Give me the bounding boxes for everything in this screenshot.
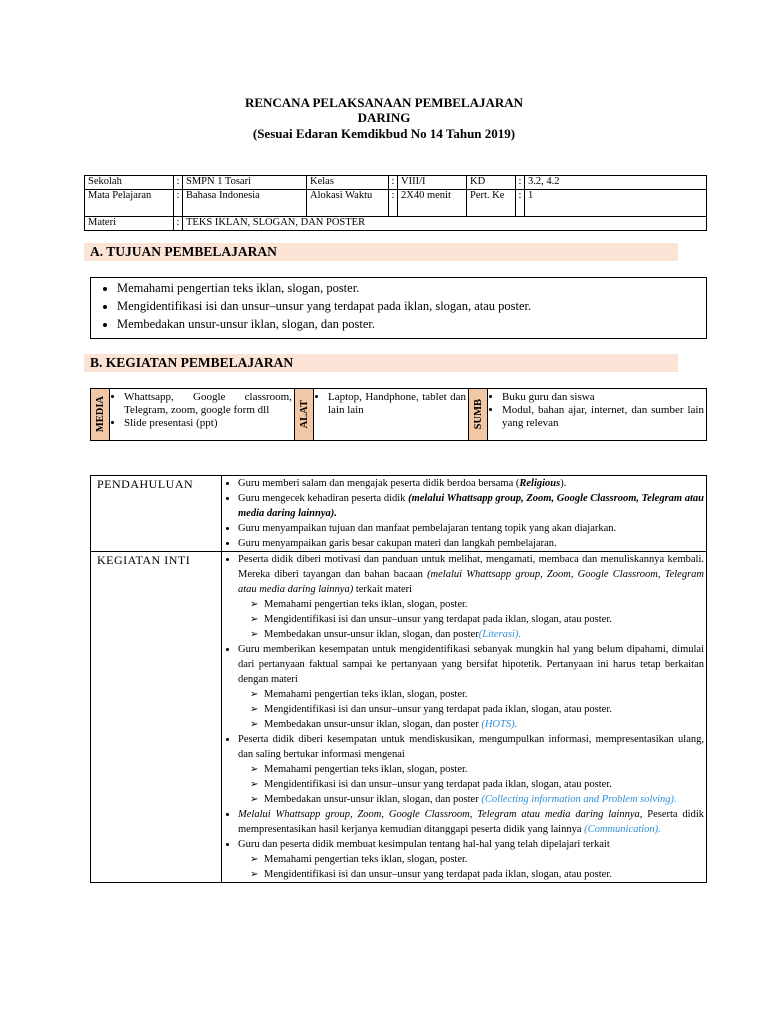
text: Guru dan peserta didik membuat kesimpulan tentang hal-hal yang telah dipelajari terkait bbox=[238, 839, 610, 850]
alat-label-cell bbox=[295, 389, 314, 441]
sub-item: ➢ Memahami pengertian teks iklan, slogan, poster. bbox=[250, 762, 704, 777]
sub-item: ➢ Memahami pengertian teks iklan, slogan, poster. bbox=[250, 597, 704, 612]
colon: : bbox=[174, 217, 183, 231]
list-item: • Buku guru dan siswa bbox=[502, 391, 704, 404]
mapel-label: Mata Pelajaran bbox=[85, 190, 174, 217]
sub-item: ➢ Mengidentifikasi isi dan unsur–unsur yang terdapat pada iklan, slogan, atau poster. bbox=[250, 702, 704, 717]
text: Guru mengecek kehadiran peserta didik bbox=[238, 493, 409, 504]
doc-title-line3: (Sesuai Edaran Kemdikbud No 14 Tahun 2019) bbox=[252, 126, 516, 141]
text: (melalui Whattsapp group, Zoom, Google Classroom, Telegram atau media daring lainnya). bbox=[238, 493, 704, 519]
sekolah-value: SMPN 1 Tosari bbox=[183, 176, 307, 190]
alokasi-value: 2X40 menit bbox=[398, 190, 467, 217]
list-item: • Laptop, Handphone, tablet dan lain lain bbox=[328, 391, 466, 417]
colon: : bbox=[516, 176, 525, 190]
alat-cell bbox=[314, 389, 469, 441]
materi-label: Materi bbox=[85, 217, 174, 231]
text: (melalui Whattsapp group, Zoom, Google Classroom, Telegram atau media daring lainnya) bbox=[238, 569, 705, 595]
text: terkait materi bbox=[353, 584, 413, 595]
materi-value: TEKS IKLAN, SLOGAN, DAN POSTER bbox=[183, 217, 707, 231]
text: ). bbox=[560, 478, 567, 489]
list-item bbox=[238, 642, 704, 732]
sub-item: ➢ Mengidentifikasi isi dan unsur–unsur yang terdapat pada iklan, slogan, atau poster. bbox=[250, 777, 704, 792]
text: Membedakan unsur-unsur iklan, slogan, dan poster bbox=[264, 794, 482, 805]
text: Peserta didik diberi kesempatan untuk mendiskusikan, mengumpulkan informasi, mempresentasikan ulang, dan saling bertukar informasi mengenai bbox=[238, 734, 704, 760]
colon: : bbox=[174, 176, 183, 190]
list-item: • Memahami pengertian teks iklan, slogan, poster. bbox=[117, 279, 706, 297]
kelas-value: VIII/I bbox=[398, 176, 467, 190]
text: (HOTS). bbox=[481, 719, 518, 730]
text: Membedakan unsur-unsur iklan, slogan, dan poster bbox=[264, 629, 479, 640]
text: Religious bbox=[519, 478, 561, 489]
sub-item bbox=[250, 627, 704, 642]
text: Peserta didik mempresentasikan hasil kerjanya kemudian ditanggapi peserta didik yang lainnya bbox=[238, 809, 705, 835]
mapel-value: Bahasa Indonesia bbox=[183, 190, 307, 217]
kd-label: KD bbox=[467, 176, 516, 190]
colon: : bbox=[516, 190, 525, 217]
sekolah-label: Sekolah bbox=[85, 176, 174, 190]
pert-value: 1 bbox=[525, 190, 707, 217]
list-item: • Mengidentifikasi isi dan unsur–unsur yang terdapat pada iklan, slogan, atau poster. bbox=[117, 297, 706, 315]
doc-title-line2: DARING bbox=[357, 110, 411, 125]
text: Peserta didik diberi motivasi dan panduan untuk melihat, mengamati, membaca dan menuliskannya kembali. Mereka diberi tayangan dan bahan bacaan bbox=[238, 554, 704, 580]
pendahuluan-cell bbox=[222, 476, 707, 552]
media-alat-sumber-table bbox=[90, 388, 707, 441]
list-item: • Membedakan unsur-unsur iklan, slogan, dan poster. bbox=[117, 315, 706, 333]
list-item bbox=[238, 476, 704, 491]
text: Membedakan unsur-unsur iklan, slogan, dan poster bbox=[264, 719, 482, 730]
sub-item: ➢ Memahami pengertian teks iklan, slogan, poster. bbox=[250, 852, 704, 867]
section-a-heading: A. TUJUAN PEMBELAJARAN bbox=[84, 243, 678, 261]
pendahuluan-label: PENDAHULUAN bbox=[91, 476, 222, 552]
list-item: • Guru menyampaikan garis besar cakupan materi dan langkah pembelajaran. bbox=[238, 536, 704, 551]
colon: : bbox=[389, 176, 398, 190]
list-item: • Slide presentasi (ppt) bbox=[124, 417, 292, 430]
sub-item: ➢ Mengidentifikasi isi dan unsur–unsur yang terdapat pada iklan, slogan, atau poster. bbox=[250, 867, 704, 882]
media-cell bbox=[110, 389, 295, 441]
colon: : bbox=[389, 190, 398, 217]
info-table bbox=[84, 175, 707, 231]
inti-label: KEGIATAN INTI bbox=[91, 552, 222, 883]
pert-label: Pert. Ke bbox=[467, 190, 516, 217]
alat-label: ALAT bbox=[298, 400, 310, 429]
list-item bbox=[238, 732, 704, 807]
sumb-label-cell bbox=[469, 389, 488, 441]
sub-item: ➢ Mengidentifikasi isi dan unsur–unsur yang terdapat pada iklan, slogan, atau poster. bbox=[250, 612, 704, 627]
alokasi-label: Alokasi Waktu bbox=[307, 190, 389, 217]
steps-table bbox=[90, 475, 707, 883]
list-item bbox=[238, 491, 704, 521]
sub-item bbox=[250, 792, 704, 807]
doc-title-line1: RENCANA PELAKSANAAN PEMBELAJARAN bbox=[244, 95, 524, 110]
sumb-label: SUMB bbox=[472, 399, 484, 430]
sub-item: ➢ Memahami pengertian teks iklan, slogan, poster. bbox=[250, 687, 704, 702]
text: Guru memberikan kesempatan untuk mengidentifikasi sebanyak mungkin hal yang belum dipahami, dimulai dari pertanyaan faktual sampai ke pertanyaan yang bersifat hipotetik. Pertanyaan ini harus tetap berkaitan dengan materi bbox=[238, 644, 704, 685]
kelas-label: Kelas bbox=[307, 176, 389, 190]
text: (Communication). bbox=[584, 824, 661, 835]
media-label: MEDIA bbox=[94, 396, 106, 433]
list-item: • Modul, bahan ajar, internet, dan sumber lain yang relevan bbox=[502, 404, 704, 430]
list-item: • Guru menyampaikan tujuan dan manfaat pembelajaran tentang topik yang akan diajarkan. bbox=[238, 521, 704, 536]
text: (Literasi). bbox=[478, 629, 521, 640]
section-b-heading: B. KEGIATAN PEMBELAJARAN bbox=[84, 354, 678, 372]
sub-item bbox=[250, 717, 704, 732]
list-item bbox=[238, 837, 704, 882]
list-item bbox=[238, 552, 704, 642]
colon: : bbox=[174, 190, 183, 217]
kd-value: 3.2, 4.2 bbox=[525, 176, 707, 190]
list-item: • Whattsapp, Google classroom, Telegram, zoom, google form dll bbox=[124, 391, 292, 417]
sumb-cell bbox=[488, 389, 707, 441]
text: Guru memberi salam dan mengajak peserta didik berdoa bersama ( bbox=[238, 478, 520, 489]
media-label-cell bbox=[91, 389, 110, 441]
list-item bbox=[238, 807, 704, 837]
inti-cell bbox=[222, 552, 707, 883]
text: Melalui Whattsapp group, Zoom, Google Classroom, Telegram atau media daring lainnya, bbox=[238, 809, 643, 820]
tujuan-box bbox=[90, 277, 707, 339]
text: (Collecting information and Problem solving). bbox=[481, 794, 677, 805]
